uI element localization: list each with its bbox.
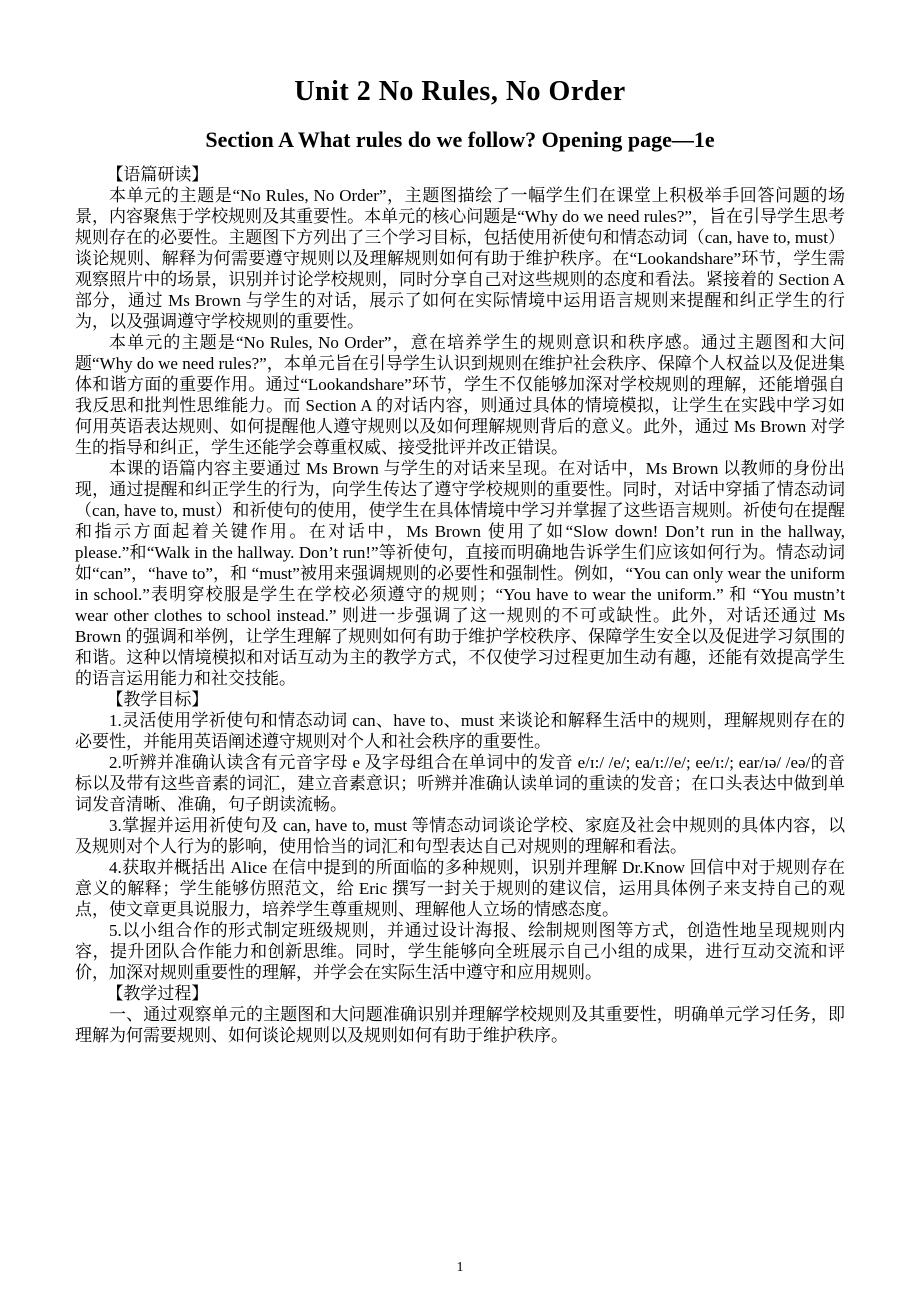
section-text-study — [75, 164, 845, 689]
section-heading-text-study: 【语篇研读】 — [106, 165, 209, 184]
objective-item-3: 3.掌握并运用祈使句及 can, have to, must 等情态动词谈论学校、家庭及社会中规则的具体内容，以及规则对个人行为的影响，使用恰当的词汇和句型表达自己对规则的理解和看法。 — [75, 816, 845, 856]
text-study-paragraph-1: 本单元的主题是“No Rules, No Order”，主题图描绘了一幅学生们在课堂上积极举手回答问题的场景，内容聚焦于学校规则及其重要性。本单元的核心问题是“Why do we need rules?”，旨在引导学生思考规则存在的必要性。主题图下方列出了三个学习目标，包括使用祈使句和情态动词（can, have to, must）谈论规则、解释为何需要遵守规则以及理解规则如何有助于维护秩序。在“Lookandshare”环节，学生需观察照片中的场景，识别并讨论学校规则，同时分享自己对这些规则的态度和看法。紧接着的 Section A 部分，通过 Ms Brown 与学生的对话，展示了如何在实际情境中运用语言规则来提醒和纠正学生的行为，以及强调遵守学校规则的重要性。 — [75, 186, 845, 331]
section-heading-objectives: 【教学目标】 — [106, 690, 209, 709]
page-number: 1 — [456, 1260, 464, 1275]
section-teaching-process — [75, 983, 845, 1046]
section-subtitle: Section A What rules do we follow? Opening page—1e — [205, 127, 715, 152]
process-step-1: 一、通过观察单元的主题图和大问题准确识别并理解学校规则及其重要性，明确单元学习任务，即理解为何需要规则、如何谈论规则以及规则如何有助于维护秩序。 — [75, 1005, 845, 1045]
objective-item-2: 2.听辨并准确认读含有元音字母 e 及字母组合在单词中的发音 e/ɪ:/ /e/; ea/ɪ://e/; ee/ɪ:/; ear/ɪə/ /eə/的音标以及带有这些音素的词汇，建立音素意识；听辨并准确认读单词的重读的发音；在口头表达中做到单词发音清晰、准确，句子朗读流畅。 — [75, 753, 845, 814]
objective-item-4: 4.获取并概括出 Alice 在信中提到的所面临的多种规则，识别并理解 Dr.Know 回信中对于规则存在意义的解释；学生能够仿照范文，给 Eric 撰写一封关于规则的建议信，运用具体例子来支持自己的观点，使文章更具说服力，培养学生尊重规则、理解他人立场的情感态度。 — [75, 858, 845, 919]
section-heading-process: 【教学过程】 — [106, 984, 209, 1003]
unit-title: Unit 2 No Rules, No Order — [294, 76, 626, 107]
section-teaching-objectives — [75, 689, 845, 983]
text-study-paragraph-3: 本课的语篇内容主要通过 Ms Brown 与学生的对话来呈现。在对话中，Ms Brown 以教师的身份出现，通过提醒和纠正学生的行为，向学生传达了遵守学校规则的重要性。同时，对话中穿插了情态动词（can, have to, must）和祈使句的使用，使学生在具体情境中学习并掌握了这些语言规则。祈使句在提醒和指示方面起着关键作用。在对话中，Ms Brown 使用了如“Slow down! Don’t run in the hallway, please.”和“Walk in the hallway. Don’t run!”等祈使句，直接而明确地告诉学生们应该如何行为。情态动词如“can”，“have to”，和 “must”被用来强调规则的必要性和强制性。例如，“You can only wear the uniform in school.”表明穿校服是学生在学校必须遵守的规则；“You have to wear the uniform.” 和 “You mustn’t wear other clothes to school instead.” 则进一步强调了这一规则的不可或缺性。此外，对话还通过 Ms Brown 的强调和举例，让学生理解了规则如何有助于维护学校秩序、保障学生安全以及促进学习氛围的和谐。这种以情境模拟和对话互动为主的教学方式，不仅使学习过程更加生动有趣，还能有效提高学生的语言运用能力和社交技能。 — [75, 459, 845, 688]
text-study-paragraph-2: 本单元的主题是“No Rules, No Order”，意在培养学生的规则意识和秩序感。通过主题图和大问题“Why do we need rules?”，本单元旨在引导学生认识到规则在维护社会秩序、保障个人权益以及促进集体和谐方面的重要作用。通过“Lookandshare”环节，学生不仅能够加深对学校规则的理解，还能增强自我反思和批判性思维能力。而 Section A 的对话内容，则通过具体的情境模拟，让学生在实践中学习如何用英语表达规则、如何提醒他人遵守规则以及如何理解规则背后的意义。此外，通过 Ms Brown 对学生的指导和纠正，学生还能学会尊重权威、接受批评并改正错误。 — [75, 333, 845, 457]
objective-item-1: 1.灵活使用学祈使句和情态动词 can、have to、must 来谈论和解释生活中的规则，理解规则存在的必要性，并能用英语阐述遵守规则对个人和社会秩序的重要性。 — [75, 711, 845, 751]
objective-item-5: 5.以小组合作的形式制定班级规则，并通过设计海报、绘制规则图等方式，创造性地呈现规则内容，提升团队合作能力和创新思维。同时，学生能够向全班展示自己小组的成果，进行互动交流和评价，加深对规则重要性的理解，并学会在实际生活中遵守和应用规则。 — [75, 921, 845, 982]
